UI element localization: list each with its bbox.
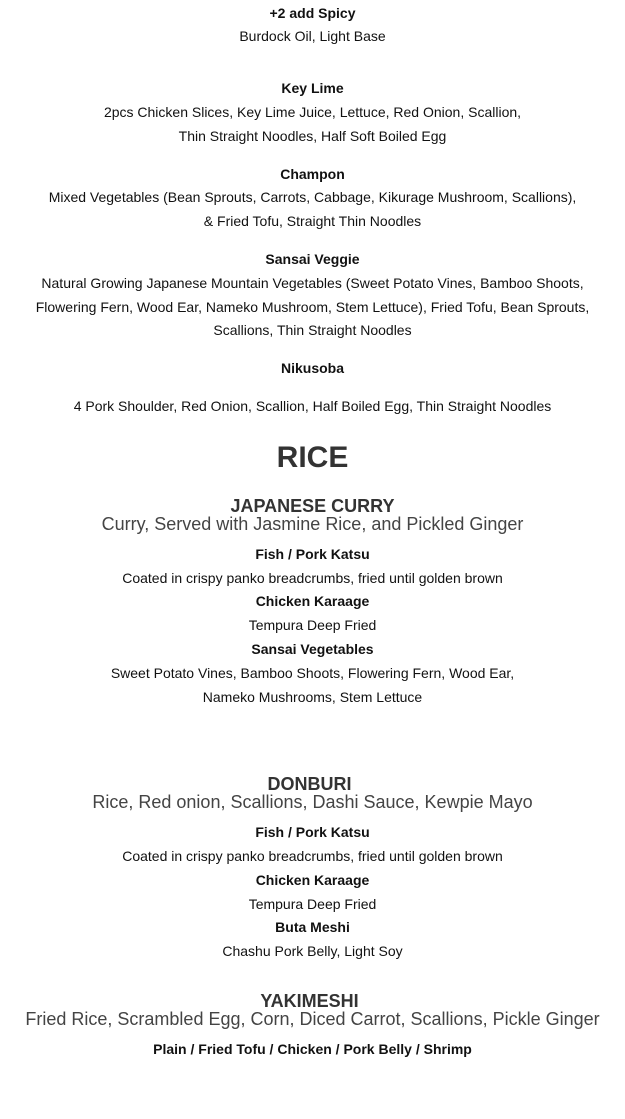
yakimeshi-options: Plain / Fried Tofu / Chicken / Pork Belly / Shrimp bbox=[153, 1041, 472, 1057]
menu-item-name: Champon bbox=[280, 166, 345, 182]
category-subtitle-donburi: Rice, Red onion, Scallions, Dashi Sauce, Kewpie Mayo bbox=[92, 792, 533, 812]
category-subtitle-yakimeshi: Fried Rice, Scrambled Egg, Corn, Diced Carrot, Scallions, Pickle Ginger bbox=[25, 1009, 600, 1029]
menu-item-name: Nikusoba bbox=[280, 360, 344, 376]
spicy-option-desc: Burdock Oil, Light Base bbox=[239, 28, 386, 44]
menu-item-desc: & Fried Tofu, Straight Thin Noodles bbox=[203, 213, 422, 229]
menu-item-name: Chicken Karaage bbox=[255, 593, 370, 609]
menu-item-name: Key Lime bbox=[281, 80, 344, 96]
menu-item-desc: Sweet Potato Vines, Bamboo Shoots, Flowering Fern, Wood Ear, bbox=[110, 665, 515, 681]
menu-item-desc: Tempura Deep Fried bbox=[248, 617, 377, 633]
menu-item-desc: Chashu Pork Belly, Light Soy bbox=[222, 943, 403, 959]
menu-item-desc: Coated in crispy panko breadcrumbs, fried until golden brown bbox=[122, 848, 503, 864]
category-title-donburi: DONBURI bbox=[267, 774, 352, 794]
category-title-yakimeshi: YAKIMESHI bbox=[260, 991, 359, 1011]
section-title-rice: RICE bbox=[276, 441, 349, 474]
menu-item-name: Buta Meshi bbox=[275, 919, 350, 935]
category-subtitle-curry: Curry, Served with Jasmine Rice, and Pickled Ginger bbox=[101, 514, 524, 534]
menu-item-desc: Mixed Vegetables (Bean Sprouts, Carrots, Cabbage, Kikurage Mushroom, Scallions), bbox=[48, 189, 577, 205]
menu-item-desc: Scallions, Thin Straight Noodles bbox=[213, 322, 412, 338]
spicy-option: +2 add Spicy bbox=[269, 5, 356, 21]
menu-item-desc: 4 Pork Shoulder, Red Onion, Scallion, Half Boiled Egg, Thin Straight Noodles bbox=[73, 398, 552, 414]
menu-item-desc: Nameko Mushrooms, Stem Lettuce bbox=[202, 689, 423, 705]
menu-item-desc: Tempura Deep Fried bbox=[248, 896, 377, 912]
menu-item-name: Fish / Pork Katsu bbox=[255, 824, 370, 840]
menu-item-desc: Coated in crispy panko breadcrumbs, fried until golden brown bbox=[122, 570, 503, 586]
menu-item-desc: Thin Straight Noodles, Half Soft Boiled Egg bbox=[178, 128, 447, 144]
menu-item-name: Sansai Veggie bbox=[265, 251, 360, 267]
category-title-curry: JAPANESE CURRY bbox=[230, 496, 395, 516]
menu-item-name: Sansai Vegetables bbox=[251, 641, 374, 657]
menu-item-name: Fish / Pork Katsu bbox=[255, 546, 370, 562]
menu-item-desc: Flowering Fern, Wood Ear, Nameko Mushroom, Stem Lettuce), Fried Tofu, Bean Sprouts, bbox=[35, 299, 590, 315]
menu-item-desc: 2pcs Chicken Slices, Key Lime Juice, Lettuce, Red Onion, Scallion, bbox=[103, 104, 522, 120]
menu-item-name: Chicken Karaage bbox=[255, 872, 370, 888]
menu-item-desc: Natural Growing Japanese Mountain Vegetables (Sweet Potato Vines, Bamboo Shoots, bbox=[41, 275, 584, 291]
